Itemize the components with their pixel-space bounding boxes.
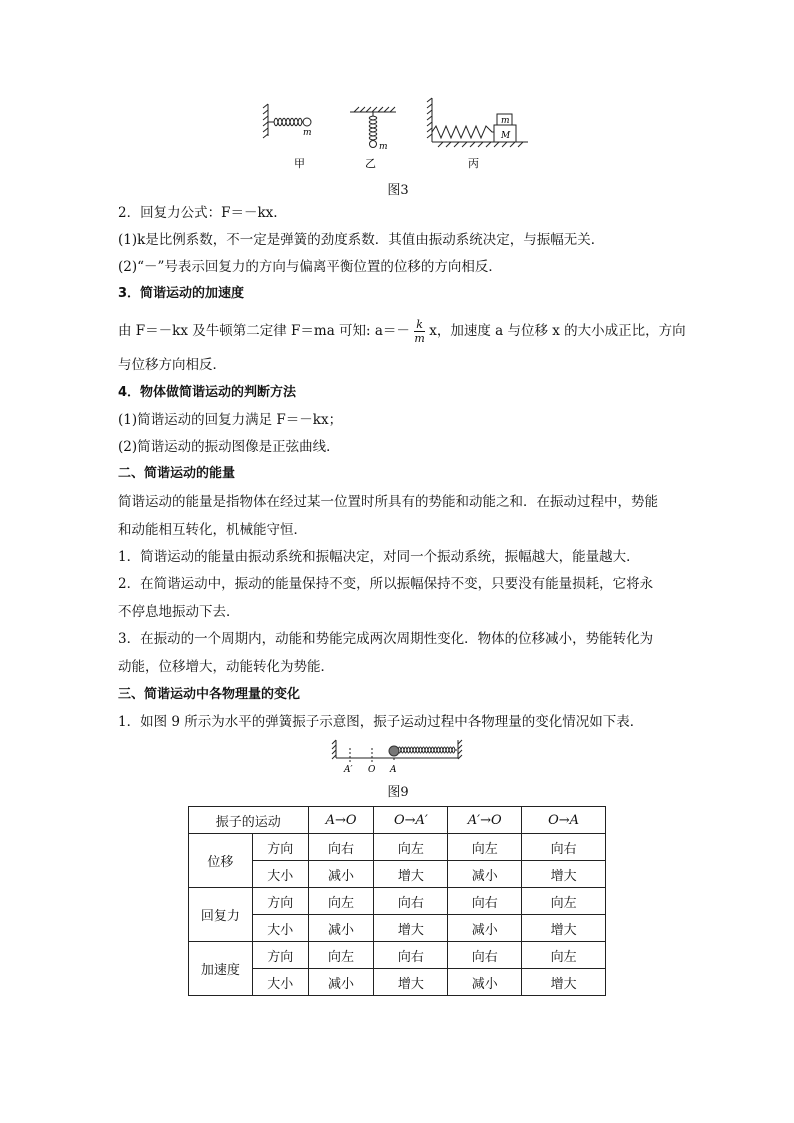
group-acceleration: 加速度 [189, 942, 253, 996]
table-cell: 方向 [252, 834, 308, 861]
table-cell: 向左 [308, 888, 374, 915]
table-cell: 大小 [252, 915, 308, 942]
table-cell: 向左 [308, 942, 374, 969]
table-cell: 减小 [448, 861, 522, 888]
table-cell: 增大 [374, 915, 448, 942]
header-o-to-a: O→A [522, 807, 606, 834]
text-line-8: (1)简谐运动的回复力满足 F＝－kx； [118, 412, 343, 428]
fraction-numerator: k [416, 318, 423, 331]
text-line-2: (1)k是比例系数，不一定是弹簧的劲度系数．其值由振动系统决定，与振幅无关． [118, 232, 605, 248]
text-line-15: 不停息地振动下去． [118, 604, 240, 620]
table-row [189, 834, 606, 861]
table-cell: 向右 [522, 834, 606, 861]
formula-prefix: 由 F＝－kx 及牛顿第二定律 F＝ma 可知: a＝－ [118, 323, 410, 339]
label-o: O [368, 765, 376, 775]
heading-energy: 二、简谐运动的能量 [118, 466, 236, 481]
figure-yi [350, 107, 396, 148]
label-m-jia: m [303, 128, 312, 138]
table-cell: 减小 [308, 915, 374, 942]
table-header-row [189, 807, 606, 834]
sub-caption-yi: 乙 [365, 157, 376, 170]
heading-judgement: 4．物体做简谐运动的判断方法 [118, 385, 297, 400]
text-line-9: (2)简谐运动的振动图像是正弦曲线． [118, 439, 340, 455]
oscillator-ball [389, 746, 399, 756]
header-motion: 振子的运动 [189, 807, 309, 834]
quantities-table [188, 806, 606, 996]
table-row [189, 942, 606, 969]
text-line-16: 3．在振动的一个周期内，动能和势能完成两次周期性变化．物体的位移减小，势能转化为 [118, 631, 654, 647]
table-cell: 向右 [308, 834, 374, 861]
heading-quantities: 三、简谐运动中各物理量的变化 [118, 687, 301, 702]
formula-suffix: x，加速度 a 与位移 x 的大小成正比，方向 [429, 323, 686, 339]
table-cell: 大小 [252, 969, 308, 996]
header-o-to-a-prime: O→A′ [374, 807, 448, 834]
label-M: M [501, 131, 511, 141]
label-m-bing: m [501, 116, 510, 126]
table-row [189, 888, 606, 915]
sub-caption-bing: 丙 [468, 157, 479, 170]
label-a-prime: A′ [344, 765, 353, 775]
text-line-14: 2．在简谐运动中，振动的能量保持不变，所以振幅保持不变，只要没有能量损耗，它将永 [118, 576, 654, 592]
label-m-yi: m [379, 142, 388, 152]
label-a: A [390, 765, 397, 775]
table-cell: 大小 [252, 861, 308, 888]
group-displacement: 位移 [189, 834, 253, 888]
text-line-17: 动能，位移增大，动能转化为势能． [118, 659, 334, 675]
table-cell: 减小 [308, 861, 374, 888]
table-cell: 向右 [448, 888, 522, 915]
table-cell: 增大 [522, 969, 606, 996]
header-a-to-o: A→O [308, 807, 374, 834]
table-cell: 向左 [522, 942, 606, 969]
table-cell: 增大 [522, 861, 606, 888]
figure-9-oscillator [330, 736, 464, 776]
fraction-denominator: m [414, 332, 425, 345]
table-cell: 减小 [308, 969, 374, 996]
table-cell: 向左 [448, 834, 522, 861]
table-cell: 减小 [448, 915, 522, 942]
text-line-1: 2．回复力公式：F＝－kx. [118, 205, 278, 221]
table-cell: 增大 [522, 915, 606, 942]
table-cell: 增大 [374, 861, 448, 888]
table-cell: 增大 [374, 969, 448, 996]
text-line-11: 简谐运动的能量是指物体在经过某一位置时所具有的势能和动能之和．在振动过程中，势能 [118, 494, 658, 510]
table-cell: 向右 [448, 942, 522, 969]
sub-caption-jia: 甲 [294, 157, 305, 170]
text-line-3: (2)“－”号表示回复力的方向与偏离平衡位置的位移的方向相反． [118, 259, 502, 275]
text-line-12: 和动能相互转化，机械能守恒． [118, 522, 307, 538]
text-line-19: 1．如图 9 所示为水平的弹簧振子示意图，振子运动过程中各物理量的变化情况如下表． [118, 714, 644, 730]
figure-bing [427, 98, 528, 147]
table-cell: 向左 [522, 888, 606, 915]
header-a-prime-to-o: A′→O [448, 807, 522, 834]
figure-3-spring-diagrams [260, 92, 540, 174]
table-cell: 向右 [374, 888, 448, 915]
fraction-k-over-m [414, 318, 425, 345]
text-line-13: 1．简谐运动的能量由振动系统和振幅决定，对同一个振动系统，振幅越大，能量越大． [118, 549, 640, 565]
group-restoring-force: 回复力 [189, 888, 253, 942]
table-cell: 减小 [448, 969, 522, 996]
text-line-6: 与位移方向相反． [118, 357, 226, 373]
table-cell: 向右 [374, 942, 448, 969]
table-cell: 方向 [252, 888, 308, 915]
text-line-formula [118, 318, 686, 345]
figure-9-caption: 图9 [387, 785, 409, 800]
heading-acceleration: 3．简谐运动的加速度 [118, 286, 245, 301]
table-cell: 方向 [252, 942, 308, 969]
figure-3-caption: 图3 [387, 183, 409, 198]
table-cell: 向左 [374, 834, 448, 861]
